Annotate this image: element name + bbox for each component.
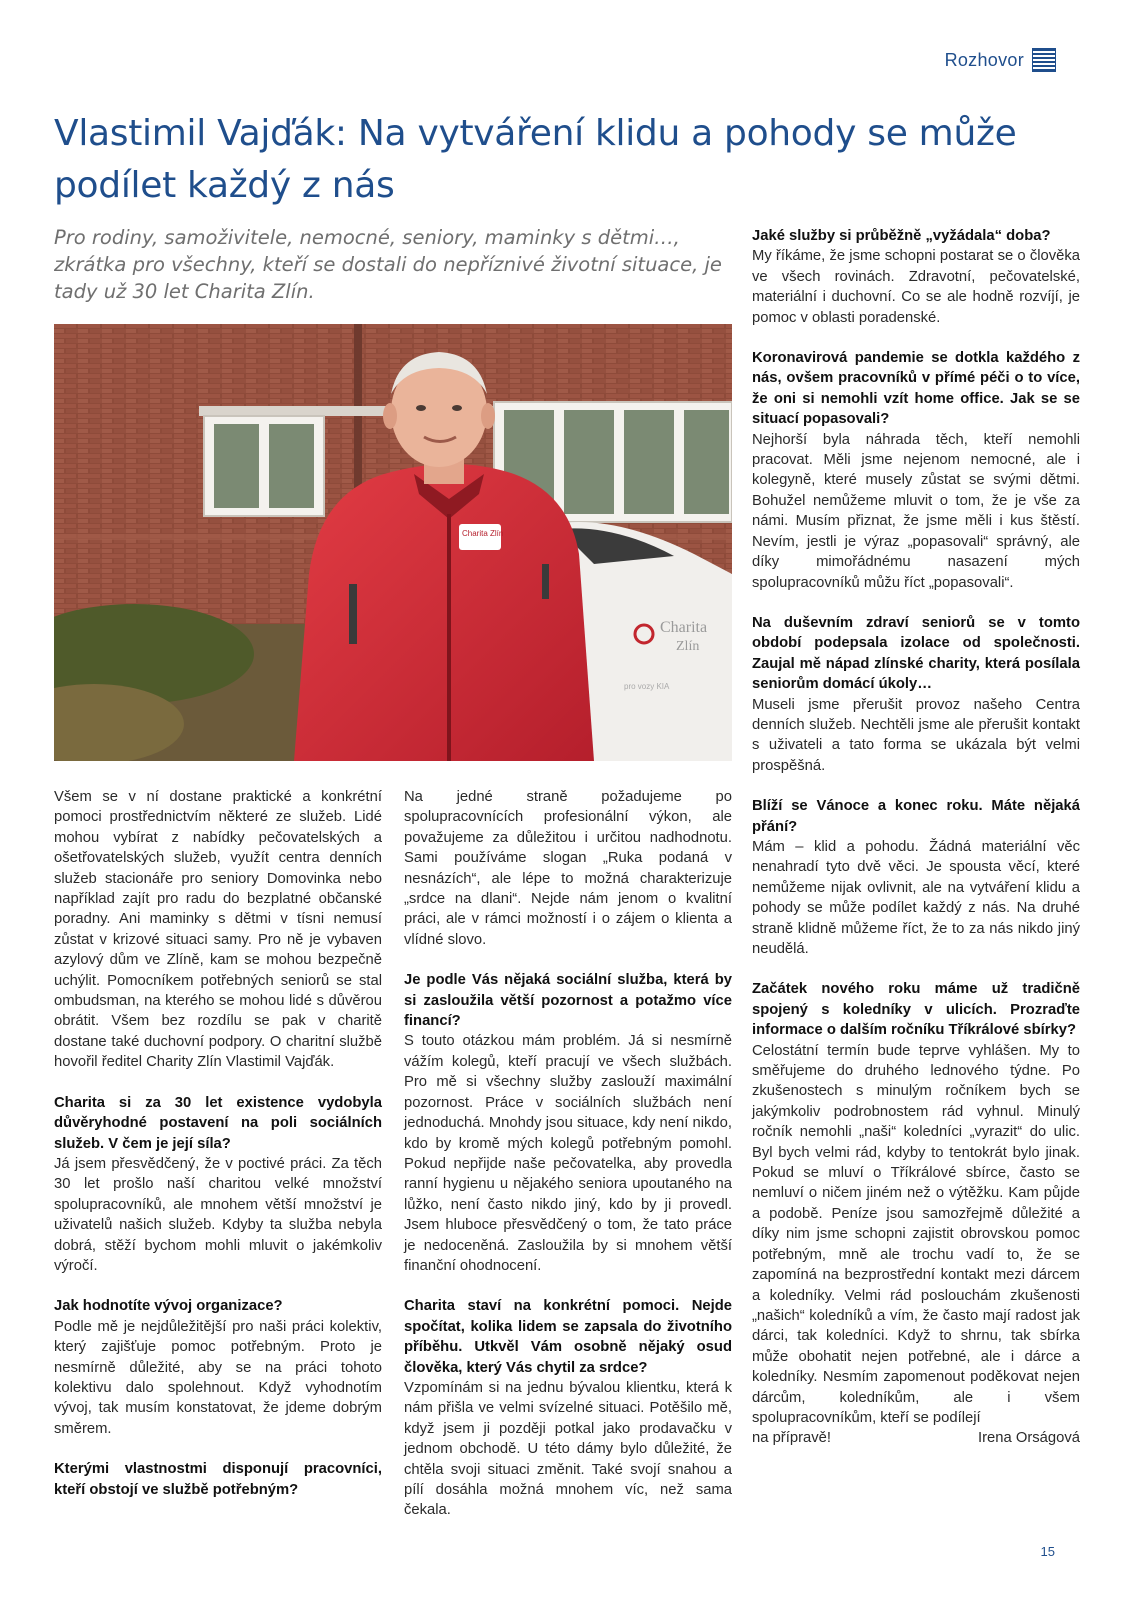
car-logo-line1: Charita bbox=[660, 619, 708, 636]
paragraph-gap bbox=[752, 593, 1080, 613]
interview-question: Kterými vlastnostmi disponují pracovníci, kteří obstojí ve službě potřebným? bbox=[54, 1461, 382, 1498]
article-title: Vlastimil Vajďák: Na vytváření klidu a pohody se může podílet každý z nás bbox=[54, 113, 1017, 206]
paragraph-gap bbox=[752, 328, 1080, 348]
article-photo bbox=[54, 324, 732, 761]
column-1 bbox=[54, 787, 382, 1500]
paragraph-gap bbox=[752, 776, 1080, 796]
interview-answer: S touto otázkou mám problém. Já si nesmírně vážím kolegů, kteří pracují ve všech službách. Pro mě si všechny služby zaslouží maximální pozornost. Práce v sociálních službách není jednoduchá. Mnohdy jsou situace, kdy není nikdo, kdo by kromě mých kolegů potřebným pomohl. Pokud nepřijde naše pečovatelka, aby provedla ranní hygienu u nějakého seniora upoutaného na lůžko, není často nikdo jiný, kdo by ji provedl. Jsem hluboce přesvědčený o tom, že tato práce je nedoceněná. Zasloužila by si mnohem větší finanční ohodnocení. bbox=[404, 1033, 732, 1274]
paragraph-gap bbox=[404, 950, 732, 970]
interview-answer: Vzpomínám si na jednu bývalou klientku, která k nám přišla ve velmi svízelné situaci. Potěšilo mě, když jsem ji později potkal jako prodavačku v jednom obchodě. U této dámy bylo důležité, že chtěla svoji situaci změnit. Také svojí snahou a pílí dosáhla možná mnohem víc, než sama čekala. bbox=[404, 1379, 732, 1519]
interview-question: Blíží se Vánoce a konec roku. Máte nějaká přání? bbox=[752, 798, 1080, 835]
interview-answer: Museli jsme přerušit provoz našeho Centra denních služeb. Nechtěli jsme ale přerušit kontakt s uživateli a tato forma se ukázala být velmi prospěšná. bbox=[752, 696, 1080, 774]
column-3 bbox=[752, 226, 1080, 1449]
interview-answer: My říkáme, že jsme schopni postarat se o člověka ve všech rovinách. Zdravotní, pečovatelské, materiální i duchovní. Co se ale hodně rozvíjí, je pomoc v oblasti poradenské. bbox=[752, 248, 1080, 326]
interview-answer: Na jedné straně požadujeme po spolupracovnících profesionální výkon, ale považujeme za důležitou i určitou nadhodnotu. Sami používáme slogan „Ruka podaná v nesnázích“, ale lépe to možná charakterizuje „srdce na dlani“. Nejde nám jenom o kvalitní práci, ale v rámci možností i o zájem o klienta a vlídné slovo. bbox=[404, 789, 732, 948]
car-logo-line2: Zlín bbox=[676, 639, 700, 654]
interview-answer: Celostátní termín bude teprve vyhlášen. My to směřujeme do druhého lednového týdne. Po zkušenostech s minulým ročníkem bych se jakýmkoliv podrobnostem rád vyhnul. Minulý ročník nemohli „naši“ koledníci „vyrazit“ do ulic. Byl bych velmi rád, kdyby to tentokrát bylo jinak. Pokud se mluví o Tříkrálové sbírce, často se nemluví o ničem jiném než o výtěžku. Kam půjde a podobě. Peníze jsou samozřejmě důležité a díky nim jsme schopni zajistit obrovskou pomoc potřebným, mně ale trochu vadí to, že se zapomíná na bezprostřední kontakt mezi dárcem a koledníky. Velmi rád poslouchám zkušenosti „našich“ koledníků a vím, že často mají radost jak dárci, tak koledníci. Když to shrnu, tak sbírka může obohatit nejen potřebné, ale i dárce a koledníky. Nesmím zapomenout poděkovat nejen dárcům, koledníkům, ale i všem spolupracovníkům, kteří se podílejí bbox=[752, 1042, 1080, 1426]
signature-row bbox=[752, 1428, 1080, 1448]
interview-answer: Nejhorší byla náhrada těch, kteří nemohli pracovat. Měli jsme nejenom nemocné, ale i kolegyně, které musely zůstat se svými dětmi. Bohužel nemůžeme mluvit o tom, že je vše za námi. Musím přiznat, že jsme měli i kus štěstí. Nevím, jestli je výraz „popasovali“ správný, ale díky mimořádnému nasazení mých spolupracovníků můžu říct „popasovali“. bbox=[752, 431, 1080, 591]
paragraph-gap bbox=[54, 1439, 382, 1459]
article-lead: Pro rodiny, samoživitele, nemocné, seniory, maminky s dětmi…, zkrátka pro všechny, kteří se dostali do nepříznivé životní situace, je tady už 30 let Charita Zlín. bbox=[54, 226, 722, 303]
author-name: Irena Orságová bbox=[978, 1430, 1080, 1447]
paragraph-gap bbox=[54, 1073, 382, 1093]
page-number: 15 bbox=[1040, 1544, 1055, 1559]
interview-answer: Mám – klid a pohodu. Žádná materiální věc nenahradí tyto dvě věci. Je spousta věcí, které nemůžeme nijak ovlivnit, ale na vytváření klidu a pohody se může podílet každý z nás. Na druhé straně klidně můžeme říct, že to za nás nikdo jiný neudělá. bbox=[752, 838, 1080, 957]
column-2 bbox=[404, 787, 732, 1521]
interview-question: Jaké služby si průběžně „vyžádala“ doba? bbox=[752, 228, 1051, 244]
interview-question: Jak hodnotíte vývoj organizace? bbox=[54, 1298, 283, 1315]
paragraph-gap bbox=[54, 1276, 382, 1296]
interview-question: Je podle Vás nějaká sociální služba, která by si zasloužila větší pozornost a potažmo více financí? bbox=[404, 972, 732, 1030]
interview-answer: Všem se v ní dostane praktické a konkrétní pomoci prostřednictvím některé ze služeb. Lidé mohou vybírat z nabídky pečovatelských a ošetřovatelských služeb, využít centra denních služeb stacionáře pro seniory Domovinka nebo například zajít pro radu do bezplatné občanské poradny. Ani maminky s dětmi v tísni nemusí zůstat v krizové situaci samy. Pro ně je vybaven azylový dům ve Zlíně, kam se mohou bezpečně uchýlit. Pomocníkem potřebných seniorů se stal ombudsman, na kterého se mohou lidé s důvěrou obrátit. Všem bez rozdílu se pak v charitě dostane také duchovní podpory. O charitní službě hovořil ředitel Charity Zlín Vlastimil Vajďák. bbox=[54, 789, 382, 1071]
paragraph-gap bbox=[404, 1276, 732, 1296]
interview-answer: Podle mě je nejdůležitější pro naši práci kolektiv, který zajišťuje pomoc potřebným. Proto je nesmírně důležité, aby se na práci tohoto kolektivu dalo spolehnout. Když vyhodnotím vývoj, tak musím konstatovat, že jdeme dobrým směrem. bbox=[54, 1318, 382, 1437]
striped-square-icon bbox=[1032, 48, 1056, 72]
interview-question: Charita staví na konkrétní pomoci. Nejde spočítat, kolika lidem se zapsala do životního příběhu. Utkvěl Vám osobně nějaký osud člověka, který Vás chytil za srdce? bbox=[404, 1298, 732, 1376]
car-small-text: pro vozy KIA bbox=[624, 682, 670, 691]
closing-text: na přípravě! bbox=[752, 1430, 831, 1447]
portrait-photo bbox=[54, 324, 732, 761]
paragraph-gap bbox=[752, 959, 1080, 979]
section-label bbox=[945, 48, 1056, 72]
jacket-badge-text: Charita Zlín bbox=[462, 529, 504, 538]
interview-question: Charita si za 30 let existence vydobyla důvěryhodné postavení na poli sociálních služeb. V čem je její síla? bbox=[54, 1094, 382, 1152]
interview-question: Koronavirová pandemie se dotkla každého z nás, ovšem pracovníků v přímé péči o to více, že oni si nemohli vzít home office. Jak se se situací popasovali? bbox=[752, 350, 1080, 428]
interview-question: Začátek nového roku máme už tradičně spojený s koledníky v ulicích. Prozraďte informace o dalším ročníku Tříkrálové sbírky? bbox=[752, 981, 1080, 1039]
section-label-text: Rozhovor bbox=[944, 49, 1024, 70]
interview-answer: Já jsem přesvědčený, že v poctivé práci. Za těch 30 let prošlo naší charitou velké množství spolupracovníků, ale mnohem větší množství je uživatelů našich služeb. Kdyby ta služba nebyla dobrá, stěží bychom mohli mluvit o jakémkoliv výročí. bbox=[54, 1155, 382, 1274]
interview-question: Na duševním zdraví seniorů se v tomto období podepsala izolace od společnosti. Zaujal mě nápad zlínské charity, která posílala seniorům domácí úkoly… bbox=[752, 614, 1080, 693]
